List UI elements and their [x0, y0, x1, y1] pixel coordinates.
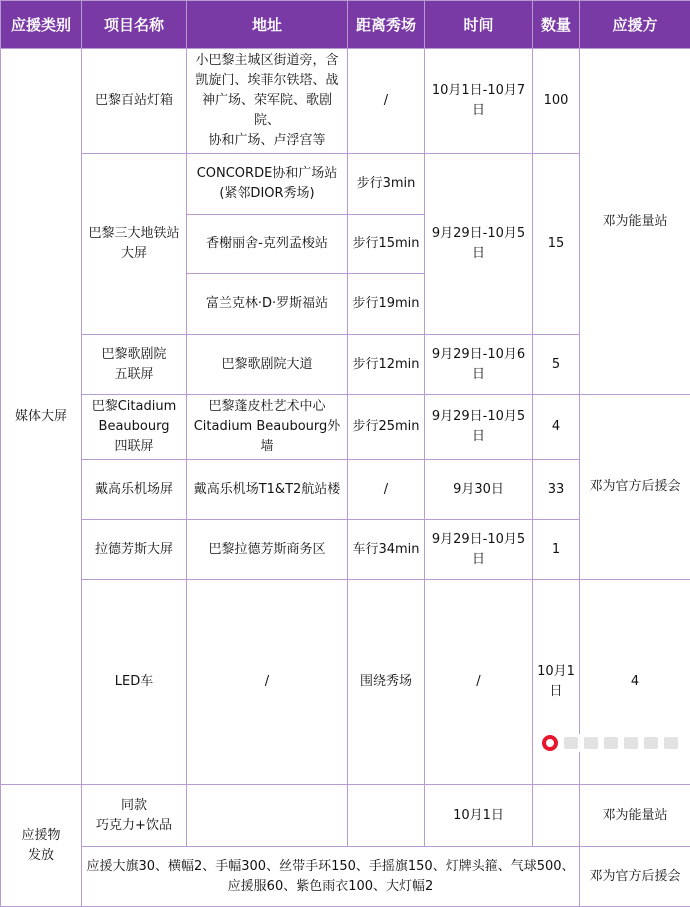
address-cell: 巴黎歌剧院大道 [187, 335, 348, 395]
header-address: 地址 [187, 1, 348, 49]
address-cell: 巴黎拉德芳斯商务区 [187, 520, 348, 580]
watermark-block [644, 737, 658, 749]
header-supporter: 应援方 [580, 1, 690, 49]
time-cell: 9月29日-10月5日 [425, 395, 533, 460]
quantity-cell: 15 [533, 154, 580, 335]
table-row [1, 580, 690, 785]
time-cell: 10月1日 [425, 785, 533, 847]
watermark-block [584, 737, 598, 749]
project-name-cell: / [187, 580, 348, 785]
address-cell: 富兰克林·D·罗斯福站 [187, 274, 348, 335]
project-name-cell: 巴黎三大地铁站 大屏 [82, 154, 187, 335]
time-cell: 9月29日-10月5日 [425, 154, 533, 335]
distance-cell: 步行12min [348, 335, 425, 395]
supporter-cell: 邓为官方后援会 [580, 395, 690, 580]
quantity-cell: 4 [580, 580, 690, 785]
header-quantity: 数量 [533, 1, 580, 49]
watermark-block [604, 737, 618, 749]
quantity-cell [533, 785, 580, 847]
address-cell: 香榭丽舍-克列孟梭站 [187, 215, 348, 274]
quantity-cell: 5 [533, 335, 580, 395]
category-cell: 媒体大屏 [1, 49, 82, 785]
goods-items-cell: 应援大旗30、横幅2、手幅300、丝带手环150、手摇旗150、灯牌头箍、气球500、 应援服60、紫色雨衣100、大灯幅2 [82, 847, 580, 907]
address-cell: 围绕秀场 [348, 580, 425, 785]
project-name-cell: 巴黎歌剧院 五联屏 [82, 335, 187, 395]
header-row [1, 1, 690, 49]
distance-cell: 步行19min [348, 274, 425, 335]
quantity-cell: 1 [533, 520, 580, 580]
table-row [1, 785, 690, 847]
weibo-logo-icon [542, 735, 558, 751]
distance-cell: 步行3min [348, 154, 425, 215]
address-cell: CONCORDE协和广场站 (紧邻DIOR秀场) [187, 154, 348, 215]
distance-cell: 步行15min [348, 215, 425, 274]
watermark [540, 734, 682, 752]
distance-cell: 步行25min [348, 395, 425, 460]
header-category: 应援类别 [1, 1, 82, 49]
time-cell: 9月30日 [425, 460, 533, 520]
supporter-cell: 邓为官方后援会 [580, 847, 690, 907]
header-project-name: 项目名称 [82, 1, 187, 49]
address-cell: 巴黎蓬皮杜艺术中心 Citadium Beaubourg外墙 [187, 395, 348, 460]
table-row [1, 847, 690, 907]
address-cell [187, 785, 348, 847]
address-cell: 戴高乐机场T1&T2航站楼 [187, 460, 348, 520]
supporter-cell: 邓为能量站 [580, 785, 690, 847]
table-row [1, 395, 690, 460]
distance-cell: / [425, 580, 533, 785]
category-cell: 应援物 发放 [1, 785, 82, 907]
distance-cell: / [348, 460, 425, 520]
watermark-block [564, 737, 578, 749]
quantity-cell: 4 [533, 395, 580, 460]
project-name-cell: 巴黎Citadium Beaubourg 四联屏 [82, 395, 187, 460]
project-name-cell: 戴高乐机场屏 [82, 460, 187, 520]
project-name-cell: 巴黎百站灯箱 [82, 49, 187, 154]
supporter-cell: 邓为能量站 [580, 49, 690, 395]
project-name-cell: 同款 巧克力+饮品 [82, 785, 187, 847]
address-cell: 小巴黎主城区街道旁，含 凯旋门、埃菲尔铁塔、战 神广场、荣军院、歌剧院、 协和广场、卢浮宫等 [187, 49, 348, 154]
quantity-cell: 33 [533, 460, 580, 520]
time-cell: 9月29日-10月5日 [425, 520, 533, 580]
time-cell: 9月29日-10月6日 [425, 335, 533, 395]
time-cell: 10月1日-10月7日 [425, 49, 533, 154]
header-distance: 距离秀场 [348, 1, 425, 49]
watermark-block [624, 737, 638, 749]
distance-cell: 车行34min [348, 520, 425, 580]
quantity-cell: 100 [533, 49, 580, 154]
distance-cell [348, 785, 425, 847]
category-cell: LED车 [82, 580, 187, 785]
distance-cell: / [348, 49, 425, 154]
time-cell: 10月1日 [533, 580, 580, 785]
project-name-cell: 拉德芳斯大屏 [82, 520, 187, 580]
header-time: 时间 [425, 1, 533, 49]
watermark-block [664, 737, 678, 749]
table-row [1, 49, 690, 154]
